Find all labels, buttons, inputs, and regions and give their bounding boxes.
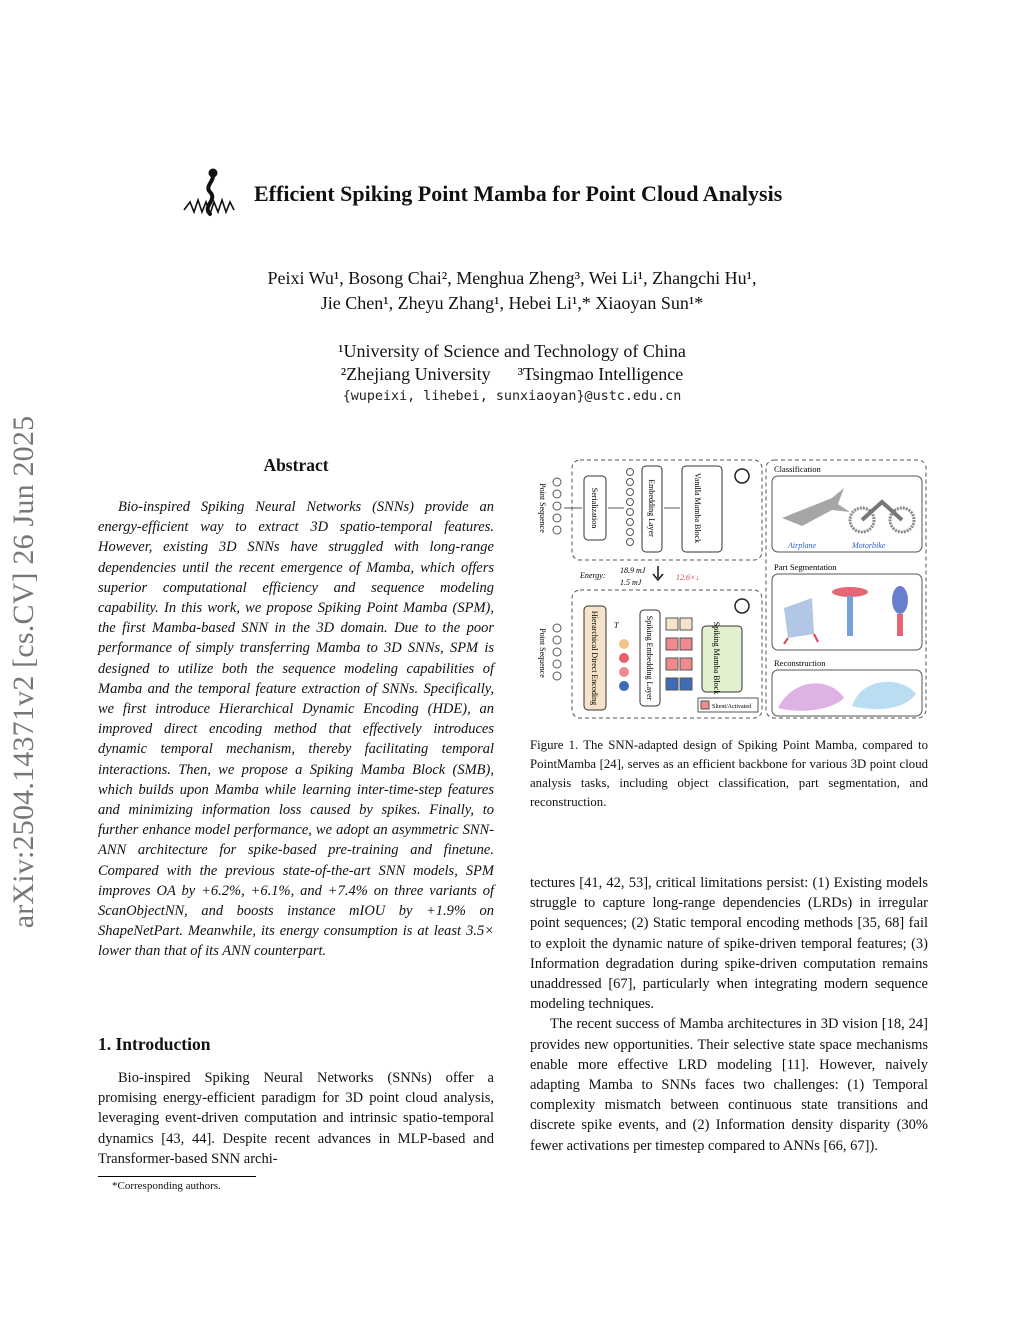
t-label: T <box>614 621 619 630</box>
right-paragraph-1: tectures [41, 42, 53], critical limitations persist: (1) Existing models struggle to capture long-range dependencies (LRDs) in irregular point sequences; (2) Static temporal encoding methods [35, 68] fail to exploit the dynamic nature of spike-driven temporal features; (3) Information degradation during spike-driven computation remains unaddressed [67], particularly when integrating modern sequence modeling techniques. <box>530 875 928 1013</box>
embedding-layer-label: Embedding Layer <box>647 479 656 537</box>
energy-snn-value: 1.5 mJ <box>620 578 642 587</box>
authors-line-1: Peixi Wu¹, Bosong Chai², Menghua Zheng³, Wei Li¹, Zhangchi Hu¹, <box>267 268 757 288</box>
point-sequence-label-top: Point Sequence <box>538 483 547 533</box>
point-sequence-label-bottom: Point Sequence <box>538 628 547 678</box>
abstract-heading: Abstract <box>263 455 329 475</box>
down-arrow-icon <box>653 566 663 580</box>
spiking-mamba-label: Spiking Mamba Block <box>712 621 721 695</box>
energy-ann-value: 18.9 mJ <box>620 566 646 575</box>
spiking-mamba-box <box>702 626 742 692</box>
authors-line-2: Jie Chen¹, Zheyu Zhang¹, Hebei Li¹,* Xiaoyan Sun¹* <box>320 293 704 313</box>
title-row <box>180 166 860 222</box>
footnote: *Corresponding authors. <box>112 1180 221 1192</box>
affiliation-line-1: ¹University of Science and Technology of China <box>338 341 686 361</box>
paper-title: Efficient Spiking Point Mamba for Point Cloud Analysis <box>254 181 783 206</box>
point-sequence-bottom <box>538 624 561 680</box>
abstract-body <box>98 497 494 962</box>
right-column-body <box>530 873 928 1156</box>
point-sequence-top <box>538 478 561 534</box>
reconstruction-label: Reconstruction <box>774 658 826 668</box>
hde-label: Hierarchical Direct Encoding <box>590 610 599 706</box>
serialization-label: Serialization <box>590 487 599 529</box>
affiliations <box>120 340 904 386</box>
footnote-rule <box>98 1176 256 1177</box>
mamba-logo-icon <box>735 469 749 483</box>
right-paragraph-2: The recent success of Mamba architectures in 3D vision [18, 24] provides new opportunities. Their selective state space mechanisms enable more effective LRD modeling [11]. However, naively adapting Mamba to SNNs faces two challenges: (1) Temporal complexity mismatch between continuous state transitions and discrete spike events, and (2) Information density disparity (30% fewer activations per timestep compared to ANNs [66, 67]). <box>530 1016 928 1154</box>
legend-label: Slient/Activated <box>712 704 751 710</box>
spike-inputs <box>619 639 629 691</box>
contact-email: {wupeixi, lihebei, sunxiaoyan}@ustc.edu.cn <box>342 389 682 404</box>
figure-1 <box>532 458 928 722</box>
token-column <box>627 469 634 546</box>
arxiv-identifier: arXiv:2504.14371v2 [cs.CV] 26 Jun 2025 <box>7 415 40 929</box>
spiking-mamba-logo-icon <box>735 599 749 613</box>
introduction-heading: 1. Introduction <box>98 1034 211 1054</box>
energy-label: Energy: <box>580 571 606 580</box>
abstract-text: Bio-inspired Spiking Neural Networks (SNNs) provide an energy-efficient way to extract 3D spatio-temporal features. However, existing 3D SNNs have struggled with long-range dependencies until the recent emergence of Mamba, which offers superior computational efficiency and sequence modeling capability. In this work, we propose Spiking Point Mamba (SPM), the first Mamba-based SNN in the 3D domain. Due to the poor performance of simply transferring Mamba to 3D SNNs, SPM is designed to utilize both the sequence modeling capabilities of Mamba and the temporal feature extraction of SNNs. Specifically, we first introduce Hierarchical Dynamic Encoding (HDE), an improved direct encoding method that effectively introduces dynamic temporal mechanism, thereby facilitating temporal interactions. Then, we propose a Spiking Mamba Block (SMB), which builds upon Mamba while learning inter-time-step features and minimizing information loss caused by spikes. Finally, to further enhance model performance, we adopt an asymmetric SNN-ANN architecture for spike-based pre-training and finetune. Compared with the previous state-of-the-art SNN models, SPM improves OA by +6.2%, +6.1%, and +7.4% on three variants of ScanObjectNN, and boosts instance mIOU by +1.9% on ShapeNetPart. Meanwhile, its energy consumption is at least 3.5× lower than that of its ANN counterpart. <box>98 499 494 960</box>
motorbike-label: Motorbike <box>852 541 886 550</box>
affiliation-line-2: ²Zhejiang University ³Tsingmao Intelligence <box>340 364 684 384</box>
airplane-label: Airplane <box>788 541 816 550</box>
figure-1-caption: Figure 1. The SNN-adapted design of Spiking Point Mamba, compared to PointMamba [24], serves as an efficient backbone for various 3D point cloud analysis tasks, including object classification, part segmentation, and reconstruction. <box>530 738 928 809</box>
author-list <box>120 266 904 316</box>
energy-ratio: 12.6×↓ <box>676 573 700 582</box>
spike-cells <box>666 618 692 690</box>
legend-silent-swatch <box>701 701 709 709</box>
introduction-paragraph: Bio-inspired Spiking Neural Networks (SNNs) offer a promising energy-efficient paradigm for 3D point cloud analysis, leveraging event-driven computation and intrinsic spatio-temporal dynamics [43, 44]. Despite recent advances in MLP-based and Transformer-based SNN archi- <box>98 1070 494 1167</box>
classification-label: Classification <box>774 464 821 474</box>
snake-logo-icon <box>180 166 242 222</box>
part-segmentation-label: Part Segmentation <box>774 562 837 572</box>
spiking-embedding-label: Spiking Embedding Layer <box>645 615 654 701</box>
introduction-body <box>98 1068 494 1169</box>
figure-1-diagram <box>532 458 928 722</box>
vanilla-mamba-label: Vanilla Mamba Block <box>693 472 702 544</box>
